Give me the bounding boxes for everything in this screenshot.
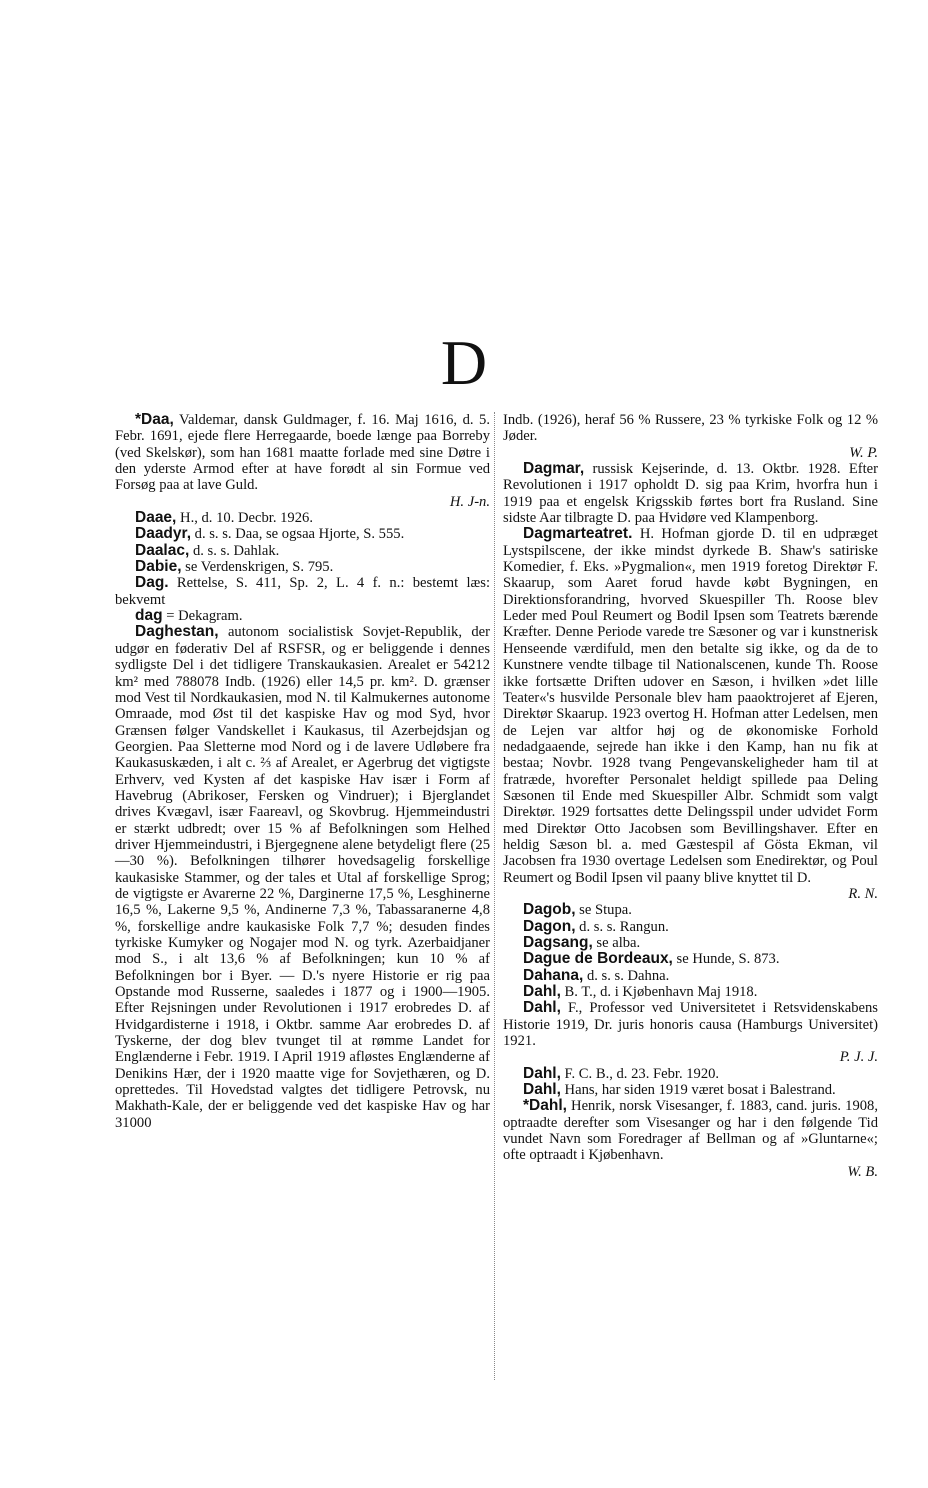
entry-headword: Daadyr, [135, 525, 192, 543]
entry-body: Henrik, norsk Visesanger, f. 1883, cand. juris. 1908, optraadte derefter som Visesanger og har i den følgende Tid vundet Navn som Foredrager af Bellman og af »Gluntarne«; ofte optraadt i Kjøbenhavn. [503, 1098, 878, 1164]
dictionary-entry [503, 412, 878, 461]
dictionary-entry [503, 951, 878, 967]
entry-headword: Dague de Bordeaux, [523, 950, 673, 968]
right-column [503, 412, 878, 1180]
entry-body: Valdemar, dansk Guldmager, f. 16. Maj 1616, d. 5. Febr. 1691, ejede flere Herregaarde, boede længe paa Borreby (ved Skelskør), som han 1681 maatte forlade med sine Døtre i den yderste Armod efter at have forødt al sin Formue ved Forsøg paa at lave Guld. [115, 412, 490, 494]
dictionary-entry [115, 624, 490, 1131]
dictionary-entry [503, 461, 878, 526]
entry-body: autonom socialistisk Sovjet-Republik, der udgør en føderativ Del af RSFSR, og er beliggende i dennes sydligste Del i det tidligere Transkaukasien. Arealet er 54212 km² med 788078 Indb. (1926) eller 14,5 pr. km². D. grænser mod Vest til Nordkaukasien, mod N. til Kalmukernes autonome Omraade, mod Øst til det kaspiske Hav og mod Syd, hvor Grænsen følger Vandskellet i Kaukasus, til Azerbejdsjan og Georgien. Paa Sletterne mod Nord og i de lavere Udløbere fra Kaukasuskæden, i alt c. ⅔ af Arealet, er Agerbrug det vigtigste Erhverv, ved Kysten af det kaspiske Hav især i Form af Havebrug (Abrikoser, Fersken og Vindruer); i Bjerglandet drives Kvægavl, især Faareavl, og Skovbrug. Hjemmeindustri er stærkt udbredt; over 15 % af Befolkningen som Helhed driver Hjemmeindustri, i Bjergegnene alene betydeligt flere (25—30 %). Befolkningen tilhører hovedsagelig forskellige kaukasiske Stammer, og der tales et Utal af forskellige Sprog; de vigtigste er Avarerne 22 %, Darginerne 17,5 %, Lesghinerne 16,5 %, Lakerne 9,5 %, Andinerne 7,3 %, Tabassaranerne 4,8 %, forskellige andre kaukasiske Folk 7,7 %; desuden findes tyrkiske Kumyker og Nogajer mod N. og tyrk. Azerbaidjaner mod S., i alt 13,6 % af Befolkningen; kun 10 % af Befolkningen bor i Byer. — D.'s nyere Historie er rig paa Opstande mod Russerne, saaledes i 1877 og i 1900—1905. Efter Rejsningen under Revolutionen i 1917 erobredes D. af Hvidgardisterne i 1918, i Oktbr. samme Aar erobredes D. af Tyskerne, der dog blev tvunget til at rømme Landet for Englænderne i Febr. 1919. I April 1919 afløstes Englænderne af Denikins Hær, der i 1920 maatte vige for Sovjethæren, og D. oprettedes. Til Hovedstad valgtes det tidligere Petrovsk, nu Makhath-Kale, der er beliggende ved det kaspiske Hav og har 31000 [115, 624, 490, 1131]
section-letter: D [440, 327, 488, 398]
entry-signature: W. P. [849, 444, 878, 461]
entry-body: d. s. s. Daa, se ogsaa Hjorte, S. 555. [191, 526, 405, 543]
dictionary-entry [115, 608, 490, 624]
entry-headword: Dahl, [523, 1081, 561, 1099]
column-divider [494, 412, 495, 1380]
entry-headword: Dabie, [135, 558, 182, 576]
left-column [115, 412, 490, 1131]
dictionary-entry [115, 526, 490, 542]
dictionary-entry [503, 919, 878, 935]
entry-star-marker: * [135, 411, 142, 428]
entry-headword: Dahana, [523, 966, 584, 984]
entry-signature: W. B. [847, 1163, 878, 1180]
dictionary-entry [115, 412, 490, 510]
entry-body: F., Professor ved Universitetet i Retsvidenskabens Historie 1919, Dr. juris honoris causa (Hamburgs Universitet) 1921. [503, 1000, 878, 1050]
entry-body: se Stupa. [575, 902, 632, 919]
entry-headword: Dagob, [523, 901, 576, 919]
dictionary-entry [115, 510, 490, 526]
entry-body: H. Hofman gjorde D. til en udpræget Lystspilscene, der ikke mindst dyrkede B. Shaw's satiriske Komedier, f. Eks. »Pygmalion«, men 1919 foretog Direktør F. Skaarup, som Aaret forud havde købt Bygningen, en Direktionsforandring, hvorved Skuespiller Th. Roose blev Leder med Poul Reumert og Bodil Ipsen som Teatrets bærende Kræfter. Denne Periode varede tre Sæsoner og var i kunstnerisk Henseende værdifuld, men den betalte sig ikke, og da de to Kunstnere vendte tilbage til Nationalscenen, kunde Th. Roose ikke fortsætte Driften udover en Sæson, i hvilken »det lille Teater«'s husvilde Personale blev ham paaoktrojeret af Ejeren, Direktør Skaarup. 1923 overtog H. Hofman atter Ledelsen, men de Lejen var altfor høj og de økonomiske Forhold nedadgaaende, sejrede han ikke i den Kamp, han nu fik at bestaa; Novbr. 1928 tvang Pengevanskeligheder ham til at fratræde, hvorefter Personalet heldigt spillede paa Deling Sæsonen til Ende med Skuespiller Albr. Schmidt som valgt Direktør. 1929 fortsattes dette Delingsspil under udvidet Form med Direktør Otto Jacobsen som Bevillingshaver. Efter en heldig Sæson bl. a. med Gæstespil af Gösta Ekman, vil Jacobsen fra 1930 overtage Ledelsen som Enedirektør, og Poul Reumert og Bodil Ipsen vil paany blive knyttet til D. [503, 526, 878, 886]
entry-signature: P. J. J. [839, 1049, 878, 1066]
entry-headword: dag [135, 607, 163, 625]
dictionary-entry [503, 935, 878, 951]
entry-body: d. s. s. Dahlak. [189, 542, 280, 559]
entry-headword: Daghestan, [135, 623, 219, 641]
dictionary-entry [503, 984, 878, 1000]
dictionary-entry [503, 1082, 878, 1098]
entry-headword: Dahl, [523, 983, 561, 1001]
entry-body: d. s. s. Dahna. [583, 967, 670, 984]
dictionary-entry [115, 575, 490, 608]
dictionary-entry [115, 559, 490, 575]
entry-signature: H. J-n. [449, 493, 490, 510]
entry-body: russisk Kejserinde, d. 13. Oktbr. 1928. Efter Revolutionen i 1917 opholdt D. sig paa Krim, hvorfra hun i 1919 paa et engelsk Krigsskib førtes bort fra Rusland. Sine sidste Aar tilbragte D. paa Hvidøre ved Klampenborg. [503, 461, 878, 527]
entry-star-marker: * [523, 1097, 530, 1115]
entry-body: H., d. 10. Decbr. 1926. [176, 510, 313, 527]
entry-signature: R. N. [848, 885, 878, 902]
entry-body: se Verdenskrigen, S. 795. [181, 559, 334, 576]
entry-body: Indb. (1926), heraf 56 % Russere, 23 % tyrkiske Folk og 12 % Jøder. [503, 412, 878, 445]
entry-headword: Daae, [135, 509, 177, 527]
entry-headword: Dag. [135, 574, 169, 592]
entry-body: F. C. B., d. 23. Febr. 1920. [560, 1065, 720, 1082]
entry-body: Rettelse, S. 411, Sp. 2, L. 4 f. n.: bestemt læs: bekvemt [115, 575, 490, 608]
entry-body: = Dekagram. [162, 608, 243, 625]
entry-headword: Daa, [141, 411, 174, 428]
entry-body: Hans, har siden 1919 været bosat i Balestrand. [560, 1082, 836, 1099]
dictionary-entry [115, 543, 490, 559]
dictionary-entry [503, 1098, 878, 1180]
entry-body: B. T., d. i Kjøbenhavn Maj 1918. [560, 984, 758, 1001]
entry-body: se Hunde, S. 873. [672, 951, 780, 968]
entry-headword: Dagmarteatret. [523, 525, 633, 543]
entry-headword: Dagsang, [523, 934, 593, 951]
dictionary-entry [503, 1066, 878, 1082]
entry-headword: Dagmar, [523, 460, 585, 478]
entry-body: se alba. [592, 935, 641, 951]
entry-headword: Dahl, [523, 999, 561, 1017]
dictionary-entry [503, 968, 878, 984]
entry-headword: Dahl, [529, 1097, 567, 1115]
dictionary-entry [503, 1000, 878, 1065]
entry-headword: Dahl, [523, 1064, 561, 1082]
dictionary-entry [503, 902, 878, 918]
dictionary-entry [503, 526, 878, 902]
entry-headword: Dagon, [523, 917, 576, 935]
entry-headword: Daalac, [135, 541, 190, 559]
entry-body: d. s. s. Rangun. [575, 918, 669, 935]
